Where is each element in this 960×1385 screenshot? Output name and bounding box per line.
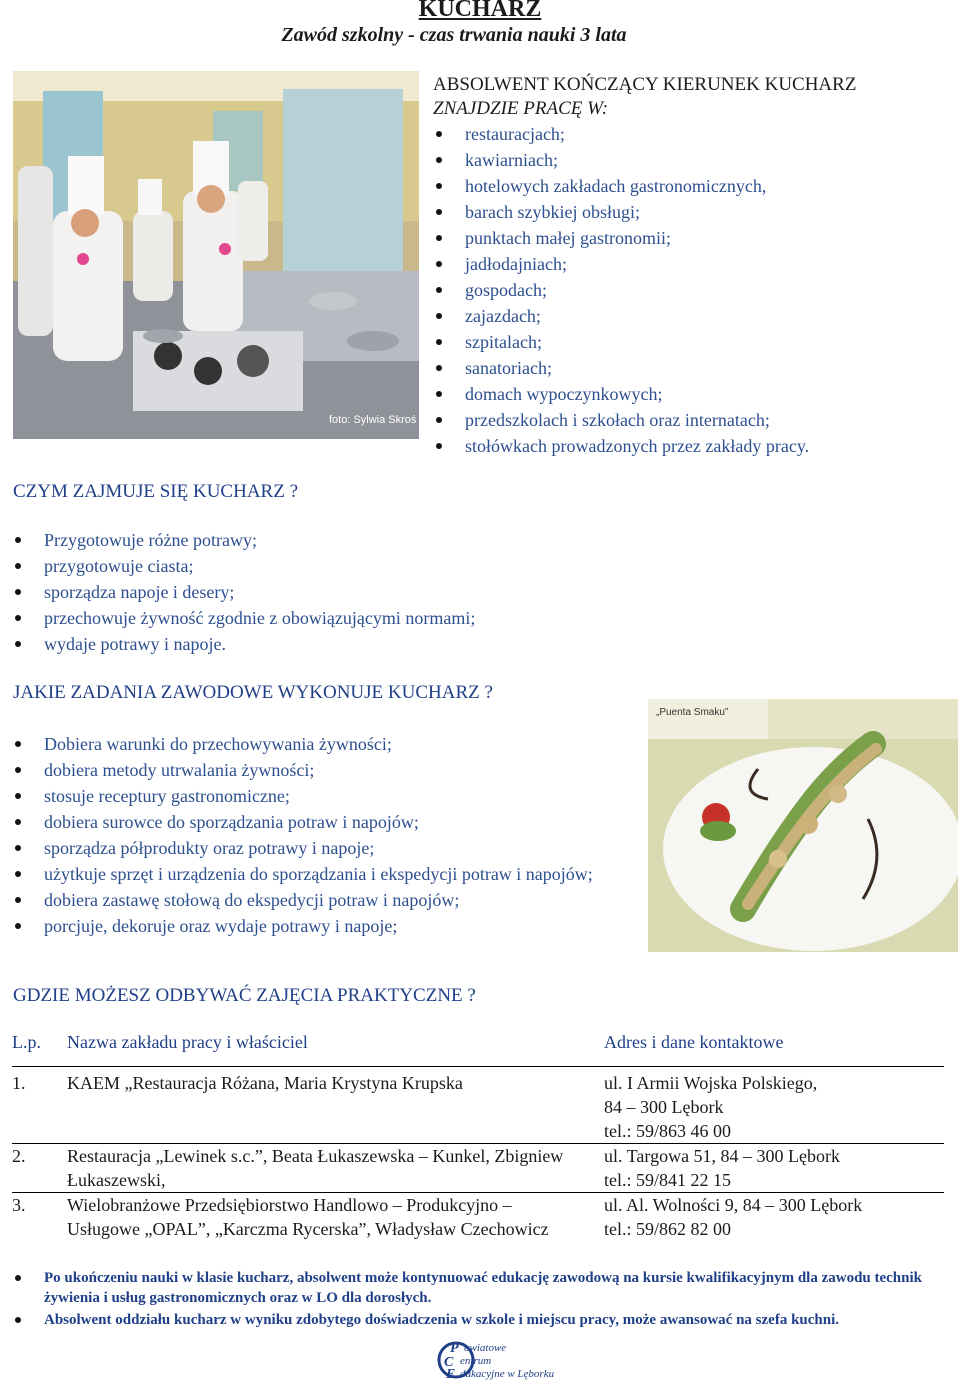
list-item: dobiera zastawę stołową do ekspedycji potraw i napojów; [44, 887, 634, 913]
row-name: Wielobranżowe Przedsiębiorstwo Handlowo – Produkcyjno – Usługowe „OPAL”, „Karczma Rycerska”, Władysław Czechowicz [67, 1195, 549, 1239]
row-number: 2. [12, 1144, 67, 1193]
address-line: ul. Targowa 51, 84 – 300 Lębork [604, 1146, 841, 1166]
address-line: 84 – 300 Lębork [604, 1097, 724, 1117]
row-name: Restauracja „Lewinek s.c.”, Beata Łukaszewska – Kunkel, Zbigniew Łukaszewski, [67, 1144, 604, 1193]
list-item: dobiera metody utrwalania żywności; [44, 757, 634, 783]
row-address [604, 1144, 944, 1193]
jobs-heading-line1: ABSOLWENT KOŃCZĄCY KIERUNEK KUCHARZ [433, 74, 857, 95]
table-row [12, 1144, 944, 1193]
dish-sign-text: „Puenta Smaku” [656, 707, 729, 718]
list-item: zajazdach; [465, 303, 955, 329]
list-item: użytkuje sprzęt i urządzenia do sporządzania i ekspedycji potraw i napojów; [44, 861, 634, 887]
list-item: jadłodajniach; [465, 251, 955, 277]
list-item: domach wypoczynkowych; [465, 381, 955, 407]
jobs-heading-line2: ZNAJDZIE PRACĘ W: [433, 98, 609, 119]
practice-places-table [12, 1030, 944, 1241]
list-item: restauracjach; [465, 121, 955, 147]
logo-line2: entrum [460, 1355, 492, 1367]
jobs-heading [433, 73, 953, 121]
table-row [12, 1067, 944, 1144]
table-header-row [12, 1030, 944, 1067]
list-item: kawiarniach; [465, 147, 955, 173]
list-item: Dobiera warunki do przechowywania żywności; [44, 731, 634, 757]
phone-line: tel.: 59/863 46 00 [604, 1121, 731, 1141]
tasks-heading: JAKIE ZADANIA ZAWODOWE WYKONUJE KUCHARZ ? [13, 682, 493, 703]
note-item: Po ukończeniu nauki w klasie kucharz, absolwent może kontynuować edukację zawodową na kursie kwalifikacyjnym dla zawodu technik żywienia i usług gastronomicznych oraz w LO dla dorosłych. [44, 1268, 944, 1308]
list-item: hotelowych zakładach gastronomicznych, [465, 173, 955, 199]
school-logo [436, 1338, 604, 1380]
list-item: gospodach; [465, 277, 955, 303]
row-name: KAEM „Restauracja Różana, Maria Krystyna Krupska [67, 1067, 604, 1144]
svg-text:C: C [444, 1355, 454, 1370]
svg-text:E: E [446, 1367, 456, 1380]
list-item: sanatoriach; [465, 355, 955, 381]
list-item: porcjuje, dekoruje oraz wydaje potrawy i napoje; [44, 913, 634, 939]
duties-heading: CZYM ZAJMUJE SIĘ KUCHARZ ? [13, 481, 298, 502]
logo-line3: dukacyjne w Lęborku [460, 1368, 555, 1380]
list-item: sporządza półprodukty oraz potrawy i napoje; [44, 835, 634, 861]
phone-line: tel.: 59/862 82 00 [604, 1219, 731, 1239]
page-subtitle: Zawód szkolny - czas trwania nauki 3 lata [281, 24, 627, 46]
column-header: L.p. [12, 1030, 67, 1067]
list-item: szpitalach; [465, 329, 955, 355]
dish-photo [648, 699, 958, 952]
jobs-list [465, 121, 955, 459]
notes-list [44, 1268, 944, 1332]
row-number: 3. [12, 1195, 26, 1215]
practice-heading: GDZIE MOŻESZ ODBYWAĆ ZAJĘCIA PRAKTYCZNE ? [13, 985, 476, 1006]
address-line: ul. Al. Wolności 9, 84 – 300 Lębork [604, 1195, 863, 1215]
list-item: przedszkolach i szkołach oraz internatach; [465, 407, 955, 433]
list-item: stołówkach prowadzonych przez zakłady pracy. [465, 433, 955, 459]
list-item: barach szybkiej obsługi; [465, 199, 955, 225]
duties-list [44, 527, 624, 657]
logo-line1: owiatowe [464, 1342, 507, 1354]
list-item: przygotowuje ciasta; [44, 553, 624, 579]
list-item: punktach małej gastronomii; [465, 225, 955, 251]
list-item: sporządza napoje i desery; [44, 579, 624, 605]
row-address [604, 1067, 944, 1144]
photo-watermark: foto: Sylwia Skroś [329, 414, 417, 426]
list-item: przechowuje żywność zgodnie z obowiązującymi normami; [44, 605, 624, 631]
svg-text:P: P [450, 1341, 459, 1356]
table-row [12, 1193, 944, 1242]
list-item: wydaje potrawy i napoje. [44, 631, 624, 657]
kitchen-photo [13, 71, 419, 439]
column-header: Nazwa zakładu pracy i właściciel [67, 1030, 604, 1067]
phone-line: tel.: 59/841 22 15 [604, 1170, 731, 1190]
column-header: Adres i dane kontaktowe [604, 1030, 944, 1067]
note-item: Absolwent oddziału kucharz w wyniku zdobytego doświadczenia w szkole i miejscu pracy, może awansować na szefa kuchni. [44, 1310, 944, 1330]
list-item: dobiera surowce do sporządzania potraw i napojów; [44, 809, 634, 835]
list-item: stosuje receptury gastronomiczne; [44, 783, 634, 809]
tasks-list [44, 731, 634, 939]
row-number: 1. [12, 1067, 67, 1144]
list-item: Przygotowuje różne potrawy; [44, 527, 624, 553]
page-title: KUCHARZ [418, 0, 542, 22]
row-address [604, 1193, 944, 1242]
address-line: ul. I Armii Wojska Polskiego, [604, 1073, 818, 1093]
